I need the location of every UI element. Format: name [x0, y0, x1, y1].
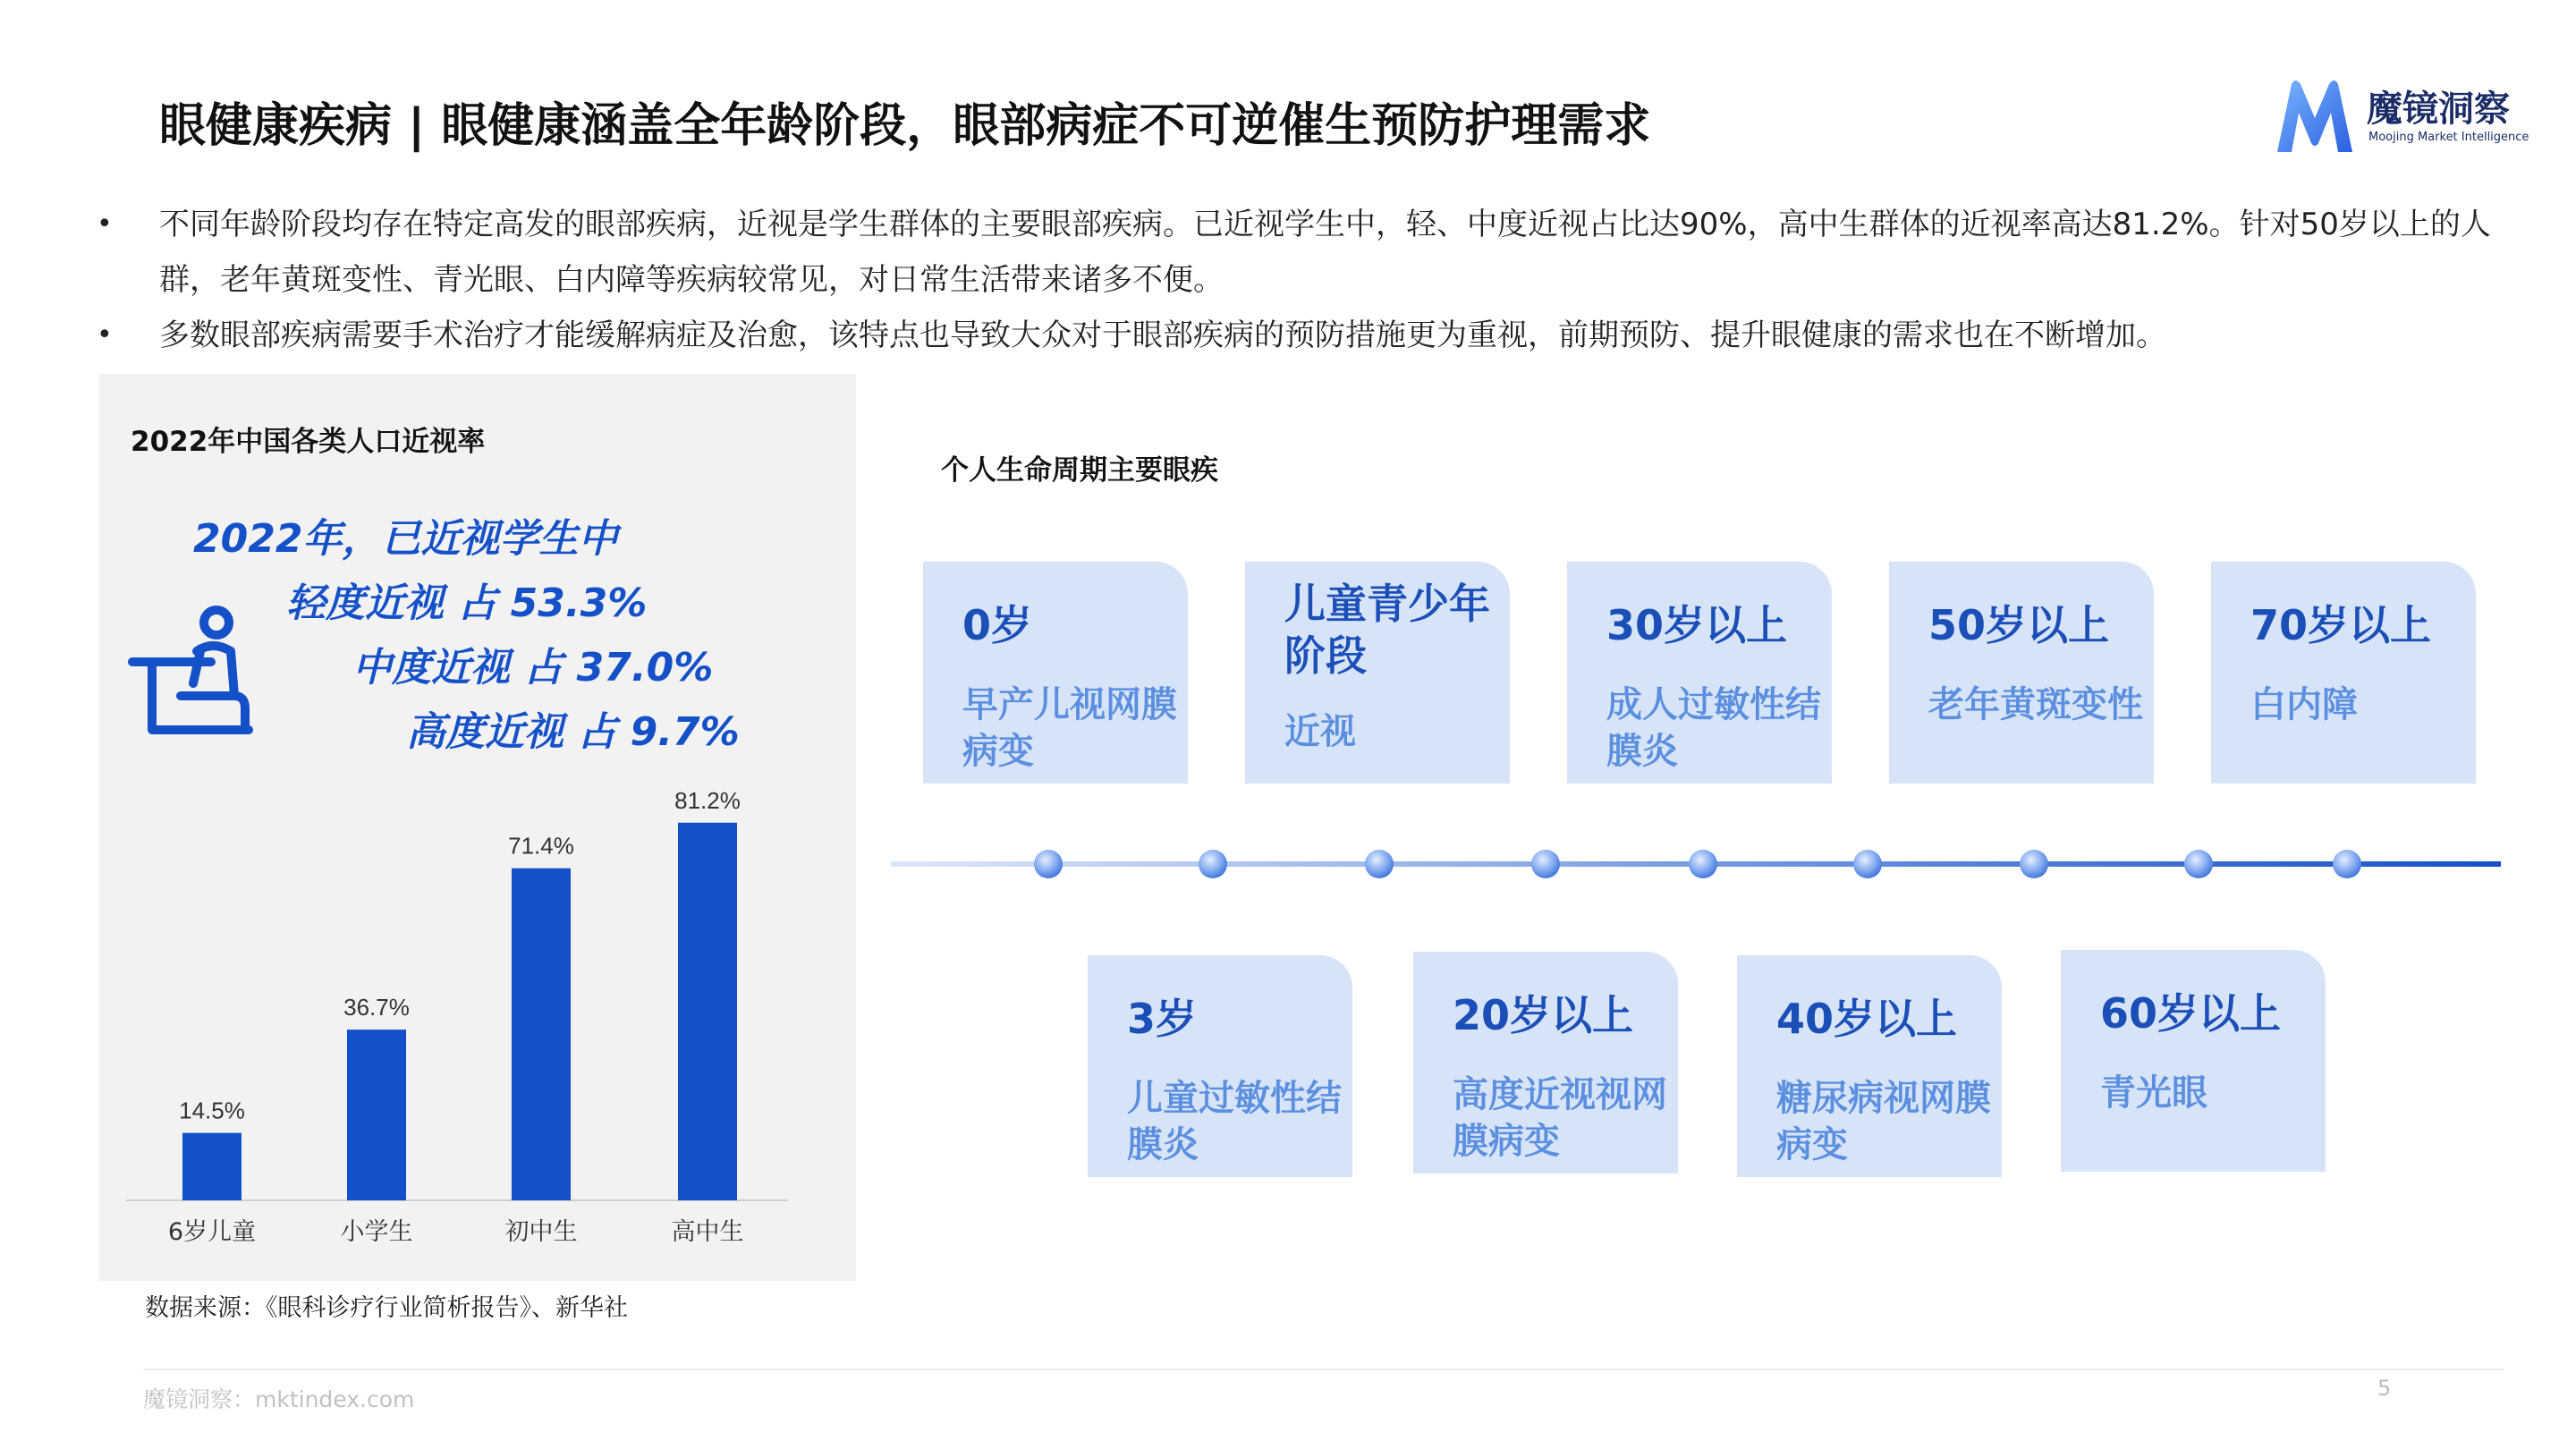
bar-0: [182, 1133, 242, 1200]
lifecycle-timeline: [891, 844, 2501, 884]
card-age: 儿童青少年阶段: [1284, 580, 1490, 680]
timeline-node: [1853, 850, 1882, 878]
bullet-list: [89, 197, 2504, 363]
card-age: 40岁以上: [1776, 995, 1958, 1043]
lifecycle-card: [923, 562, 1188, 784]
data-source: 数据来源：《眼科诊疗行业简析报告》、新华社: [145, 1294, 628, 1322]
timeline-node: [1365, 850, 1394, 878]
card-age: 70岁以上: [2250, 601, 2432, 649]
chart-title: 2022年中国各类人口近视率: [131, 426, 486, 458]
lifecycle-card: [1889, 562, 2154, 784]
footer-website: 魔镜洞察：mktindex.com: [143, 1386, 415, 1412]
card-disease: 早产儿视网膜病变: [962, 684, 1177, 772]
highlight-high: 高度近视 占 9.7%: [406, 709, 740, 755]
lifecycle-title: 个人生命周期主要眼疾: [941, 454, 1218, 487]
bullet-dot: •: [97, 208, 113, 240]
category-label: 6岁儿童: [167, 1218, 257, 1246]
timeline-node: [2184, 850, 2213, 878]
card-age: 0岁: [962, 601, 1033, 649]
card-disease: 老年黄斑变性: [1928, 684, 2143, 725]
myopia-bar-chart: [99, 751, 856, 1270]
bullet-dot: •: [97, 319, 113, 351]
timeline-node: [1531, 850, 1560, 878]
bullet-text: 多数眼部疾病需要手术治疗才能缓解病症及治愈，该特点也导致大众对于眼部疾病的预防措施更为重视，前期预防、提升眼健康的需求也在不断增加。: [159, 318, 2166, 353]
page-title: 眼健康疾病 | 眼健康涵盖全年龄阶段，眼部病症不可逆催生预防护理需求: [159, 99, 1651, 153]
bar-value-label: 36.7%: [343, 994, 410, 1021]
m-logo-icon: [2272, 77, 2358, 156]
category-label: 高中生: [671, 1218, 744, 1246]
lifecycle-card: [1413, 952, 1678, 1174]
lifecycle-card: [1088, 955, 1352, 1177]
bullet-text: 不同年龄阶段均存在特定高发的眼部疾病，近视是学生群体的主要眼部疾病。已近视学生中，轻、中度近视占比达90%，高中生群体的近视率高达81.2%。针对50岁以上的人群，老年黄斑变性、青光眼、白内障等疾病较常见，对日常生活带来诸多不便。: [159, 207, 2491, 298]
logo-text-cn: 魔镜洞察: [2367, 89, 2510, 130]
lifecycle-card: [2211, 562, 2476, 784]
card-age: 20岁以上: [1453, 991, 1634, 1039]
page-number: 5: [2377, 1376, 2392, 1401]
card-disease: 糖尿病视网膜病变: [1776, 1078, 1991, 1165]
card-disease: 青光眼: [2100, 1072, 2207, 1114]
bar-value-label: 81.2%: [674, 786, 741, 814]
bar-value-label: 71.4%: [508, 832, 574, 860]
card-disease: 高度近视视网膜病变: [1453, 1074, 1667, 1162]
lifecycle-card: [1245, 562, 1510, 784]
lifecycle-card: [1737, 955, 2002, 1177]
bullet-item: [89, 197, 2504, 308]
card-disease: 近视: [1284, 711, 1356, 752]
card-age: 30岁以上: [1606, 601, 1788, 649]
card-disease: 成人过敏性结膜炎: [1606, 684, 1821, 772]
timeline-node: [1689, 850, 1717, 878]
footer-divider: [143, 1368, 2504, 1370]
card-age: 60岁以上: [2100, 989, 2282, 1038]
timeline-node: [2020, 850, 2048, 878]
bar-value-label: 14.5%: [179, 1097, 245, 1124]
timeline-node: [1034, 850, 1063, 878]
highlight-heading: 2022年，已近视学生中: [193, 516, 618, 562]
card-disease: 白内障: [2250, 684, 2358, 725]
category-label: 初中生: [504, 1218, 578, 1246]
highlight-moderate: 中度近视 占 37.0%: [352, 645, 714, 691]
bullet-item: [89, 308, 2504, 363]
card-disease: 儿童过敏性结膜炎: [1127, 1078, 1342, 1165]
lifecycle-card: [1567, 562, 1832, 784]
bar-2: [512, 869, 571, 1200]
card-age: 3岁: [1127, 995, 1198, 1043]
lifecycle-card: [2061, 950, 2326, 1172]
brand-logo: [2272, 77, 2540, 157]
category-label: 小学生: [340, 1218, 413, 1246]
student-desk-icon: [125, 597, 259, 741]
timeline-node: [1199, 850, 1227, 878]
timeline-node: [2333, 850, 2361, 878]
logo-text-en: Moojing Market Intelligence: [2368, 131, 2529, 144]
card-age: 50岁以上: [1928, 601, 2110, 649]
highlight-mild: 轻度近视 占 53.3%: [286, 580, 648, 626]
bar-1: [347, 1030, 406, 1200]
bar-3: [678, 823, 737, 1200]
